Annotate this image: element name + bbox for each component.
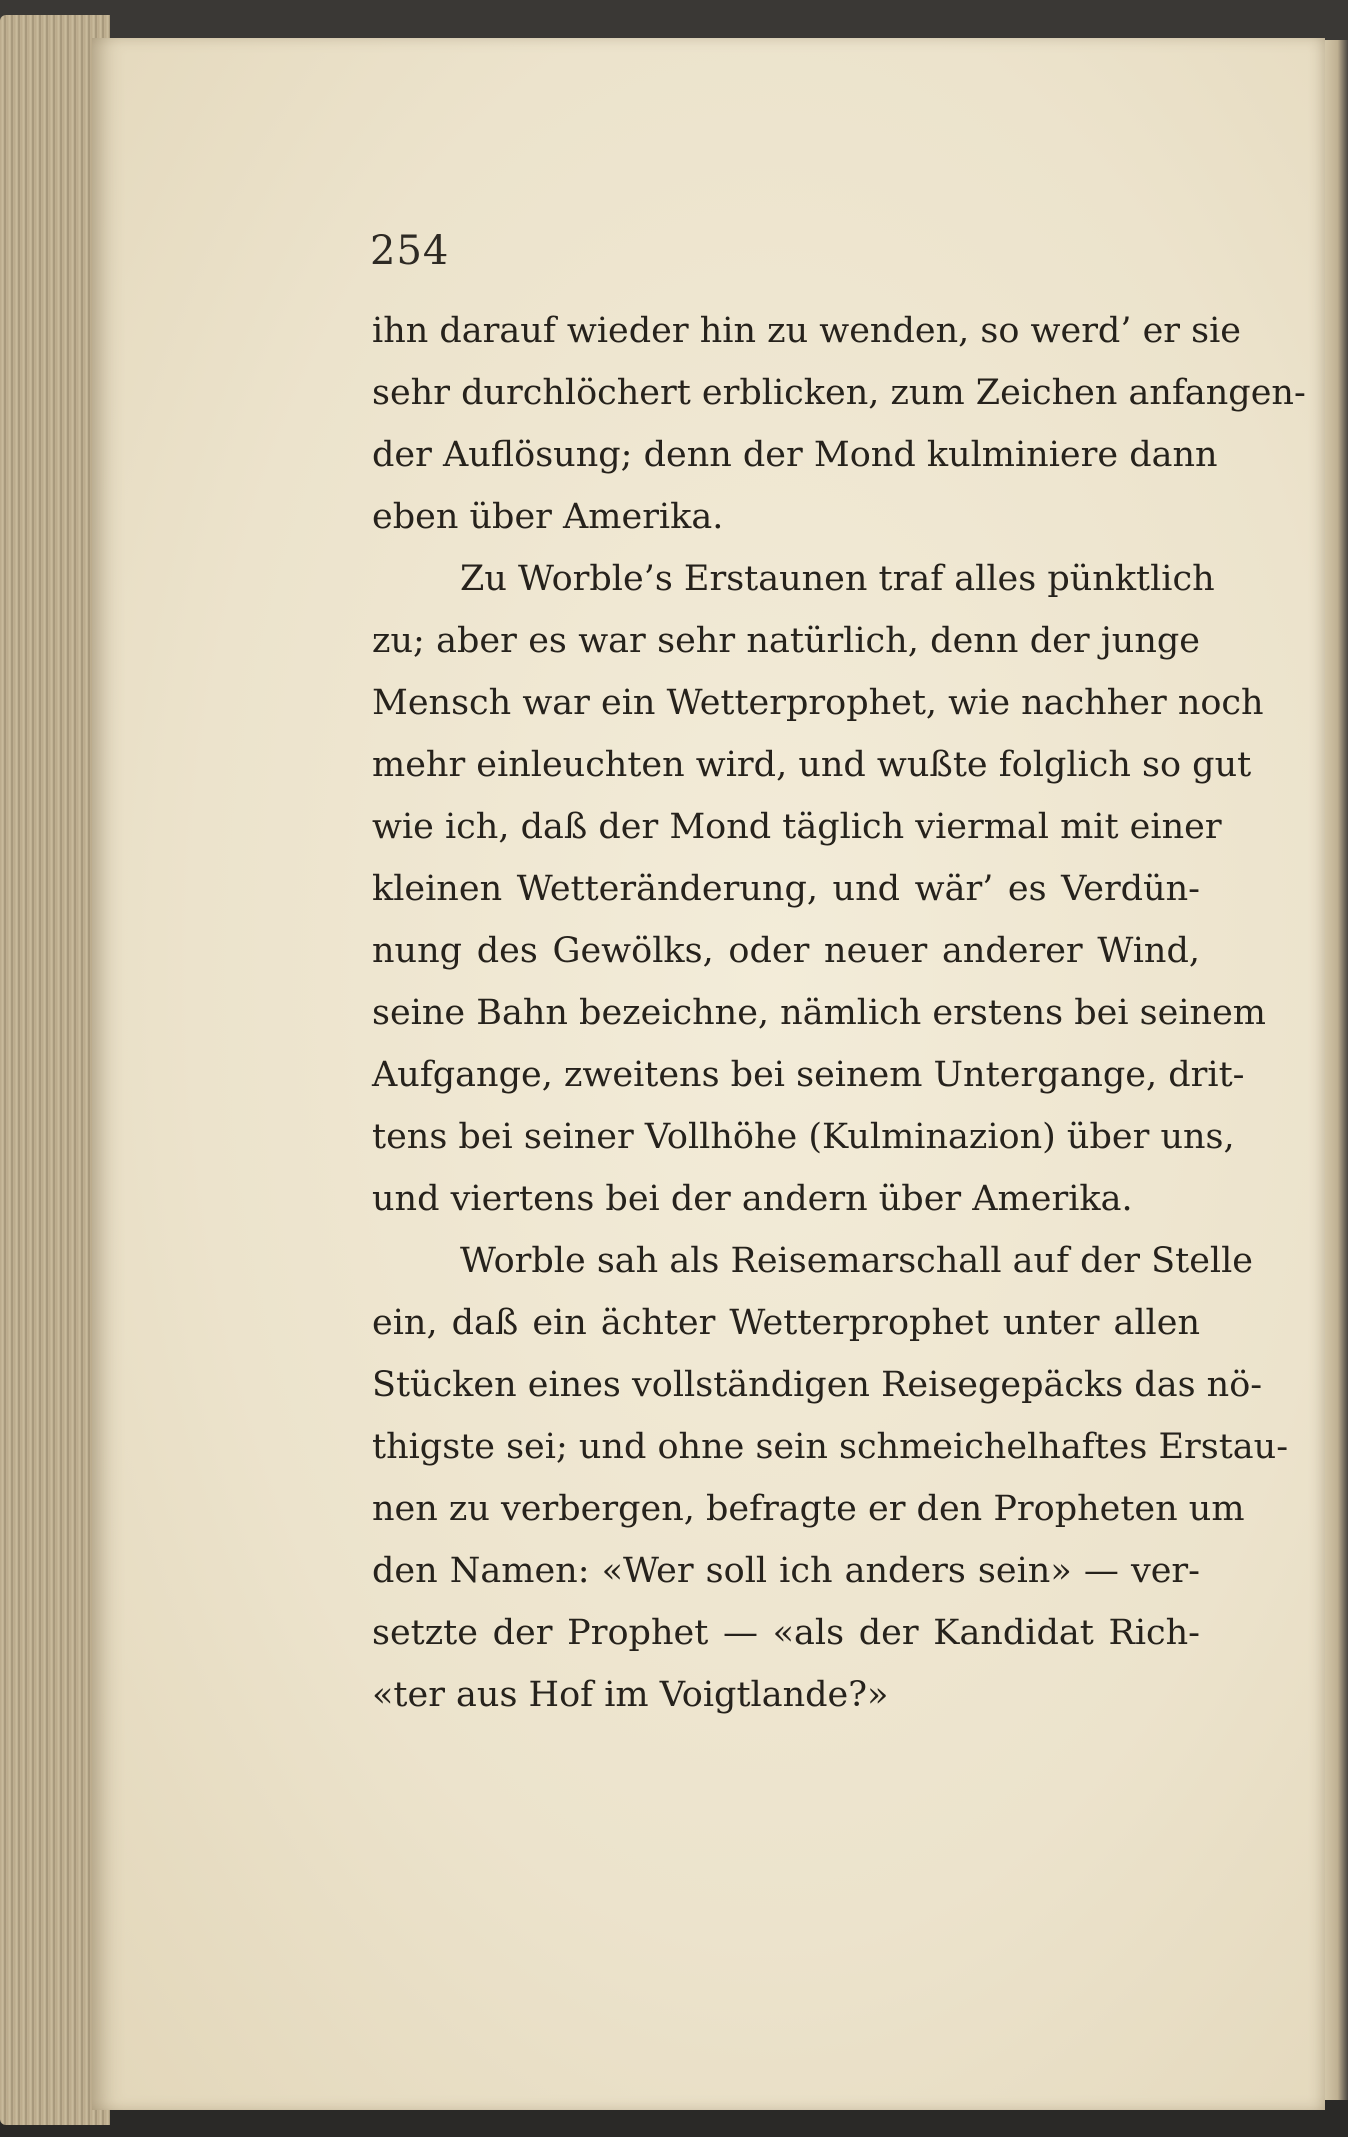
text-line: setzte der Prophet — «als der Kandidat Rich- — [372, 1613, 1200, 1653]
body-text — [372, 300, 1306, 1726]
text-line: nung des Gewölks, oder neuer anderer Wind, — [372, 931, 1200, 971]
book-right-edge — [1322, 40, 1348, 2100]
text-line: sehr durchlöchert erblicken, zum Zeichen anfangen- — [372, 373, 1306, 413]
text-line: thigste sei; und ohne sein schmeichelhaftes Erstau- — [372, 1427, 1289, 1467]
text-line: nen zu verbergen, befragte er den Propheten um — [372, 1489, 1245, 1529]
text-line: mehr einleuchten wird, und wußte folglich so gut — [372, 745, 1252, 785]
text-line: und viertens bei der andern über Amerika. — [372, 1179, 1133, 1219]
text-line: den Namen: «Wer soll ich anders sein» — ver- — [372, 1551, 1200, 1591]
text-line: ihn darauf wieder hin zu wenden, so werd’ er sie — [372, 311, 1242, 351]
text-line: kleinen Wetteränderung, und wär’ es Verdün- — [372, 869, 1200, 909]
text-line: Mensch war ein Wetterprophet, wie nachher noch — [372, 683, 1264, 723]
text-line: der Auflösung; denn der Mond kulminiere dann — [372, 435, 1218, 475]
text-line: Worble sah als Reisemarschall auf der Stelle — [460, 1241, 1254, 1281]
text-line: tens bei seiner Vollhöhe (Kulminazion) über uns, — [372, 1117, 1235, 1157]
text-line: zu; aber es war sehr natürlich, denn der junge — [372, 621, 1200, 661]
text-line: seine Bahn bezeichne, nämlich erstens bei seinem — [372, 993, 1266, 1033]
text-line: wie ich, daß der Mond täglich viermal mit einer — [372, 807, 1222, 847]
page-number: 254 — [370, 228, 450, 274]
text-line: eben über Amerika. — [372, 497, 724, 537]
text-line: Aufgange, zweitens bei seinem Untergange, drit- — [372, 1055, 1245, 1095]
text-line: «ter aus Hof im Voigtlande?» — [372, 1675, 889, 1715]
text-line: Stücken eines vollständigen Reisegepäcks das nö- — [372, 1365, 1263, 1405]
text-line: Zu Worble’s Erstaunen traf alles pünktlich — [460, 559, 1215, 599]
text-line: ein, daß ein ächter Wetterprophet unter allen — [372, 1303, 1200, 1343]
